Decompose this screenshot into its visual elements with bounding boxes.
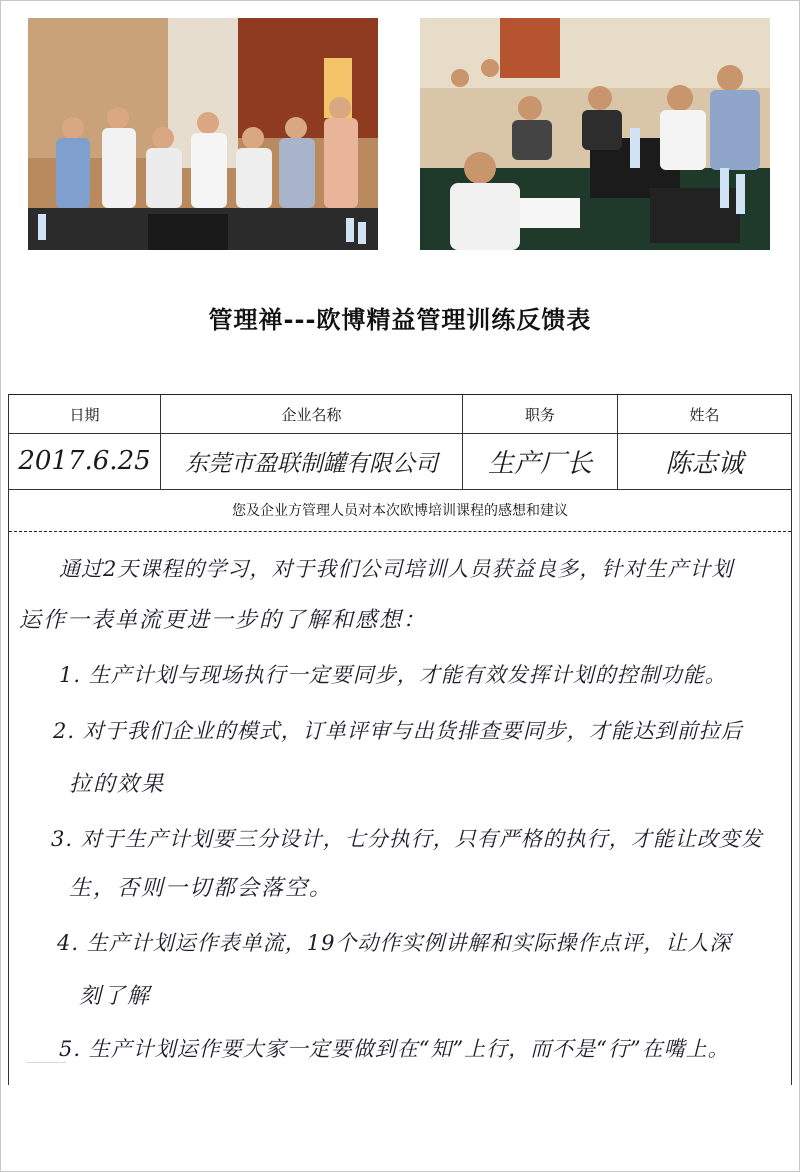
feedback-form	[8, 394, 792, 1085]
feedback-line: 拉的效果	[69, 772, 166, 797]
feedback-line: 运作一表单流更进一步的了解和感想：	[19, 608, 428, 633]
feedback-line: 刻了解	[79, 984, 152, 1009]
form-value-row	[9, 433, 791, 490]
page-title: 管理禅---欧博精益管理训练反馈表	[208, 306, 592, 334]
value-position: 生产厂长	[463, 433, 618, 489]
feedback-line: 2. 对于我们企业的模式，订单评审与出货排查要同步，才能达到前拉后	[53, 719, 743, 743]
header-name: 姓名	[689, 405, 720, 424]
value-name: 陈志诚	[665, 448, 744, 479]
value-company: 东莞市盈联制罐有限公司	[161, 433, 463, 489]
feedback-line: 5. 生产计划运作要大家一定要做到在“知”上行，而不是“行”在嘴上。	[59, 1037, 730, 1061]
feedback-handwriting	[9, 533, 791, 1085]
feedback-line: 生，否则一切都会落空。	[69, 876, 334, 901]
value-date: 2017.6.25	[9, 433, 161, 489]
header-company: 企业名称	[161, 395, 463, 433]
feedback-line: 3. 对于生产计划要三分设计，七分执行，只有严格的执行，才能让改变发	[51, 827, 763, 851]
feedback-line: 通过2天课程的学习，对于我们公司培训人员获益良多，针对生产计划	[59, 557, 734, 581]
form-header-row	[9, 395, 791, 434]
feedback-line: 1. 生产计划与现场执行一定要同步，才能有效发挥计划的控制功能。	[59, 663, 727, 687]
feedback-line: 4. 生产计划运作表单流，19个动作实例讲解和实际操作点评，让人深	[57, 931, 732, 955]
training-photo	[420, 18, 770, 250]
group-photo	[28, 18, 378, 250]
header-position: 职务	[463, 395, 618, 433]
feedback-prompt: 您及企业方管理人员对本次欧博培训课程的感想和建议	[9, 489, 791, 532]
faint-mark	[26, 1052, 66, 1063]
header-date: 日期	[9, 395, 161, 433]
